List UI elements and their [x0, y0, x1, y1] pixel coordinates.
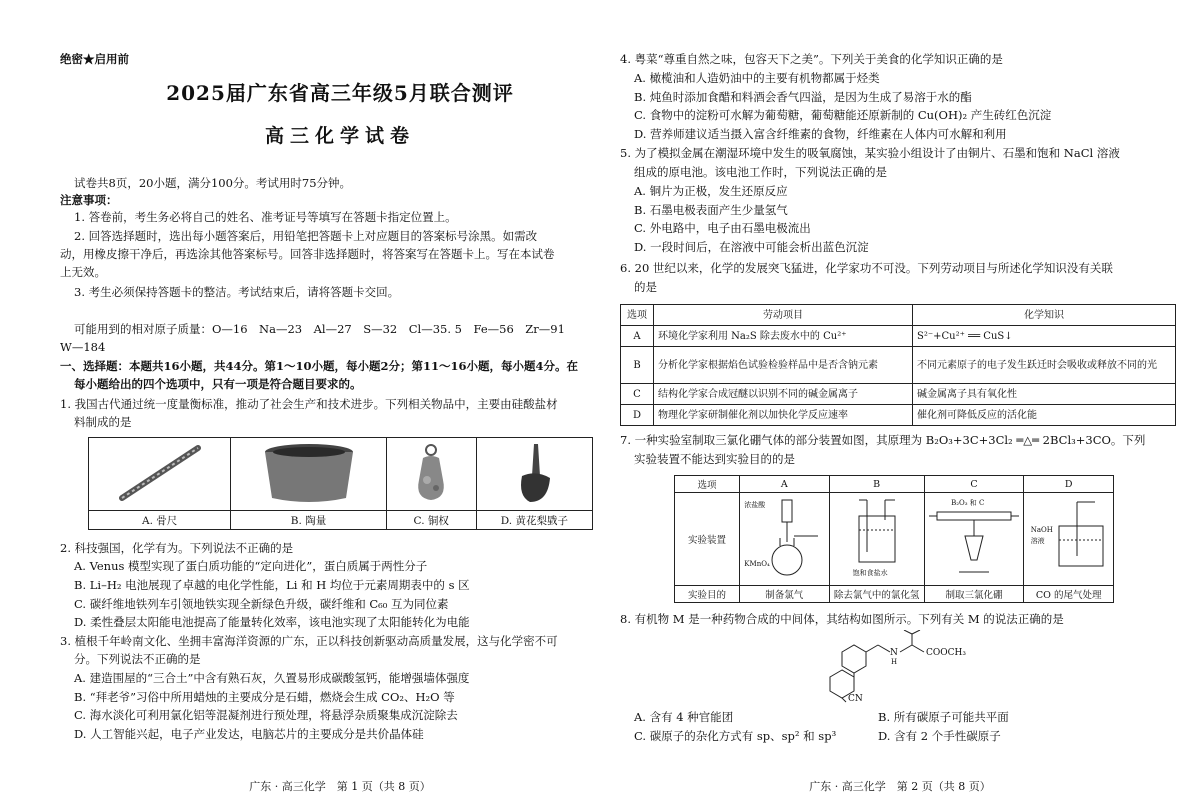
q6-b-labor: 分析化学家根据焰色试验检验样品中是否含钠元素 [654, 347, 913, 384]
q6-table [620, 304, 1176, 426]
q1-image-b [231, 438, 386, 511]
tube-furnace-icon [929, 496, 1019, 582]
q1-caption-c: C. 铜权 [386, 511, 476, 530]
table-row [621, 326, 1176, 347]
q6-stem: 6. 20 世纪以来，化学的发展突飞猛进，化学家功不可没。下列劳动项目与所述化学知识没有关联 [620, 261, 1113, 275]
q7-head-d: D [1024, 476, 1114, 493]
q6-c-knowledge: 碱金属离子具有氧化性 [913, 384, 1176, 405]
q6-head-knowledge: 化学知识 [913, 305, 1176, 326]
q6-a-option: A [621, 326, 654, 347]
q7-d-label-solution: 溶液 [1030, 537, 1045, 545]
q7-head-option: 选项 [675, 476, 740, 493]
atomic-masses-cont: W—184 [60, 340, 106, 354]
q4-option-a: A. 橄榄油和人造奶油中的主要有机物都属于烃类 [634, 71, 880, 85]
q4-stem: 4. 粤菜“尊重自然之味，包容天下之美”。下列关于美食的化学知识正确的是 [620, 52, 1003, 66]
q6-a-knowledge: S²⁻+Cu²⁺ ══ CuS↓ [913, 326, 1176, 347]
q3-option-b: B. “拜老爷”习俗中所用蜡烛的主要成分是石蜡，燃烧会生成 CO₂、H₂O 等 [74, 690, 455, 704]
q8-option-d: D. 含有 2 个手性碳原子 [878, 729, 1001, 743]
q6-head-option: 选项 [621, 305, 654, 326]
q7-row-label: 实验装置 [675, 493, 740, 586]
q7-purpose-label: 实验目的 [675, 586, 740, 603]
q1-image-c [386, 438, 476, 511]
q8-cn-label: CN [848, 694, 863, 704]
q7-table [674, 475, 1114, 603]
notice-1: 1. 答卷前，考生务必将自己的姓名、准考证号等填写在答题卡指定位置上。 [74, 210, 457, 224]
bronze-weight-icon [401, 440, 461, 506]
q8-option-a: A. 含有 4 种官能团 [634, 710, 734, 724]
q3-option-c: C. 海水淡化可利用氯化铝等混凝剂进行预处理，将悬浮杂质聚集成沉淀除去 [74, 708, 458, 722]
q4-option-b: B. 炖鱼时添加食醋和料酒会香气四溢，是因为生成了易溶于水的酯 [634, 90, 972, 104]
q7-purpose-a: 制备氯气 [740, 586, 830, 603]
q1-image-d [476, 438, 592, 511]
q5-option-a: A. 铜片为正极，发生还原反应 [634, 184, 788, 198]
q3-option-d: D. 人工智能兴起，电子产业发达，电脑芯片的主要成分是共价晶体硅 [74, 727, 424, 741]
steelyard-spoon-icon [494, 440, 574, 506]
molecule-structure-icon [816, 630, 996, 706]
q1-image-a [89, 438, 231, 511]
gas-washing-bottle-icon [837, 496, 917, 566]
q6-b-option: B [621, 347, 654, 384]
page-right [620, 0, 1180, 797]
q7-apparatus-c [924, 493, 1024, 586]
table-row [621, 347, 1176, 384]
exam-title: 2025届广东省高三年级5月联合测评 [166, 81, 514, 105]
footer-page-2: 广东 · 高三化学 第 2 页（共 8 页） [809, 780, 991, 793]
q1-stem: 1. 我国古代通过统一度量衡标准，推动了社会生产和技术进步。下列相关物品中，主要由硅酸盐材 [60, 397, 558, 411]
q7-head-c: C [924, 476, 1024, 493]
q1-caption-d: D. 黄花梨戥子 [476, 511, 592, 530]
notice-2a: 2. 回答选择题时，选出每小题答案后，用铅笔把答题卡上对应题目的答案标号涂黑。如需改 [74, 229, 538, 243]
q6-b-knowledge: 不同元素原子的电子发生跃迁时会吸收或释放不同的光 [913, 347, 1176, 384]
q2-option-b: B. Li–H₂ 电池展现了卓越的电化学性能，Li 和 H 均位于元素周期表中的 s 区 [74, 578, 470, 592]
exam-subtitle: 高三化学试卷 [264, 125, 415, 147]
q6-d-option: D [621, 405, 654, 426]
q8-structure [816, 630, 996, 706]
q7-stem: 7. 一种实验室制取三氯化硼气体的部分装置如图，其原理为 B₂O₃+3C+3Cl₂ ═△═ 2BCl₃+3CO。下列 [620, 433, 1146, 447]
q3-stem-cont: 分。下列说法不正确的是 [74, 652, 201, 666]
q7-head-b: B [829, 476, 924, 493]
section-header: 一、选择题：本题共16小题，共44分。第1～10小题，每小题2分；第11～16小题，每小题4分。在 [60, 359, 579, 373]
q8-n-label: N [890, 648, 898, 658]
beaker-icon [1029, 496, 1109, 582]
q8-option-c: C. 碳原子的杂化方式有 sp、sp² 和 sp³ [634, 729, 837, 743]
exam-info: 试卷共8页，20小题，满分100分。考试用时75分钟。 [74, 176, 352, 190]
q7-apparatus-b [829, 493, 924, 586]
flask-icon [744, 496, 824, 582]
q6-d-labor: 物理化学家研制催化剂以加快化学反应速率 [654, 405, 913, 426]
q5-option-b: B. 石墨电极表面产生少量氢气 [634, 203, 788, 217]
q6-head-labor: 劳动项目 [654, 305, 913, 326]
footer-page-1: 广东 · 高三化学 第 1 页（共 8 页） [249, 780, 431, 793]
q1-stem-cont: 料制成的是 [74, 415, 132, 429]
q4-option-c: C. 食物中的淀粉可水解为葡萄糖，葡萄糖能还原新制的 Cu(OH)₂ 产生砖红色沉淀 [634, 108, 1052, 122]
q7-a-label-acid: 浓盐酸 [744, 501, 766, 509]
q7-purpose-c: 制取三氯化硼 [924, 586, 1024, 603]
section-header-cont: 每小题给出的四个选项中，只有一项是符合题目要求的。 [74, 377, 362, 391]
atomic-masses: 可能用到的相对原子质量：O—16 Na—23 Al—27 S—32 Cl—35. 5 Fe—56 Zr—91 [74, 322, 565, 336]
table-row [621, 384, 1176, 405]
q6-c-labor: 结构化学家合成冠醚以识别不同的碱金属离子 [654, 384, 913, 405]
q1-caption-b: B. 陶量 [231, 511, 386, 530]
q8-option-b: B. 所有碳原子可能共平面 [878, 710, 1009, 724]
q7-apparatus-a [740, 493, 830, 586]
q5-option-d: D. 一段时间后，在溶液中可能会析出蓝色沉淀 [634, 240, 869, 254]
q6-a-labor: 环境化学家利用 Na₂S 除去废水中的 Cu²⁺ [654, 326, 913, 347]
notice-title: 注意事项： [60, 193, 118, 207]
pottery-measure-icon [254, 440, 364, 506]
q7-stem-cont: 实验装置不能达到实验目的的是 [634, 452, 795, 466]
page-left [60, 0, 620, 797]
bone-ruler-icon [110, 440, 210, 506]
secret-label: 绝密★启用前 [60, 52, 129, 66]
q7-b-label-brine: 饱和食盐水 [852, 569, 888, 577]
q8-h-label: H [891, 658, 898, 666]
q6-d-knowledge: 催化剂可降低反应的活化能 [913, 405, 1176, 426]
q7-c-label-reagents: B₂O₃ 和 C [951, 499, 985, 507]
q2-option-a: A. Venus 模型实现了蛋白质功能的“定向进化”，蛋白质属于两性分子 [74, 559, 428, 573]
q8-ester-label: COOCH₃ [926, 648, 966, 658]
q5-option-c: C. 外电路中，电子由石墨电极流出 [634, 221, 811, 235]
q7-a-label-kmno4: KMnO₄ [744, 560, 770, 568]
q3-option-a: A. 建造围屋的“三合土”中含有熟石灰，久置易形成碳酸氢钙，能增强墙体强度 [74, 671, 470, 685]
q6-stem-cont: 的是 [634, 280, 657, 294]
q1-caption-a: A. 骨尺 [89, 511, 231, 530]
q6-c-option: C [621, 384, 654, 405]
table-row [621, 405, 1176, 426]
q2-stem: 2. 科技强国，化学有为。下列说法不正确的是 [60, 541, 294, 555]
q8-stem: 8. 有机物 M 是一种药物合成的中间体，其结构如图所示。下列有关 M 的说法正确的是 [620, 612, 1064, 626]
q2-option-d: D. 柔性叠层太阳能电池提高了能量转化效率，该电池实现了太阳能转化为电能 [74, 615, 470, 629]
q7-apparatus-d [1024, 493, 1114, 586]
q5-stem-cont: 组成的原电池。该电池工作时，下列说法正确的是 [634, 165, 887, 179]
notice-3: 3. 考生必须保持答题卡的整洁。考试结束后，请将答题卡交回。 [74, 285, 400, 299]
q3-stem: 3. 植根千年岭南文化、坐拥丰富海洋资源的广东，正以科技创新驱动高质量发展，这与化学密不可 [60, 634, 558, 648]
q5-stem: 5. 为了模拟金属在潮湿环境中发生的吸氧腐蚀，某实验小组设计了由铜片、石墨和饱和 NaCl 溶液 [620, 146, 1120, 160]
q7-purpose-b: 除去氯气中的氯化氢 [829, 586, 924, 603]
q7-head-a: A [740, 476, 830, 493]
q7-purpose-d: CO 的尾气处理 [1024, 586, 1114, 603]
notice-2b: 动，用橡皮擦干净后，再选涂其他答案标号。回答非选择题时，将答案写在答题卡上。写在本试卷 [60, 247, 555, 261]
q7-d-label-naoh: NaOH [1030, 526, 1053, 534]
notice-2c: 上无效。 [60, 265, 106, 279]
q4-option-d: D. 营养师建议适当摄入富含纤维素的食物，纤维素在人体内可水解和利用 [634, 127, 1007, 141]
q1-table [88, 437, 593, 530]
q2-option-c: C. 碳纤维地铁列车引领地铁实现全新绿色升级，碳纤维和 C₆₀ 互为同位素 [74, 597, 449, 611]
